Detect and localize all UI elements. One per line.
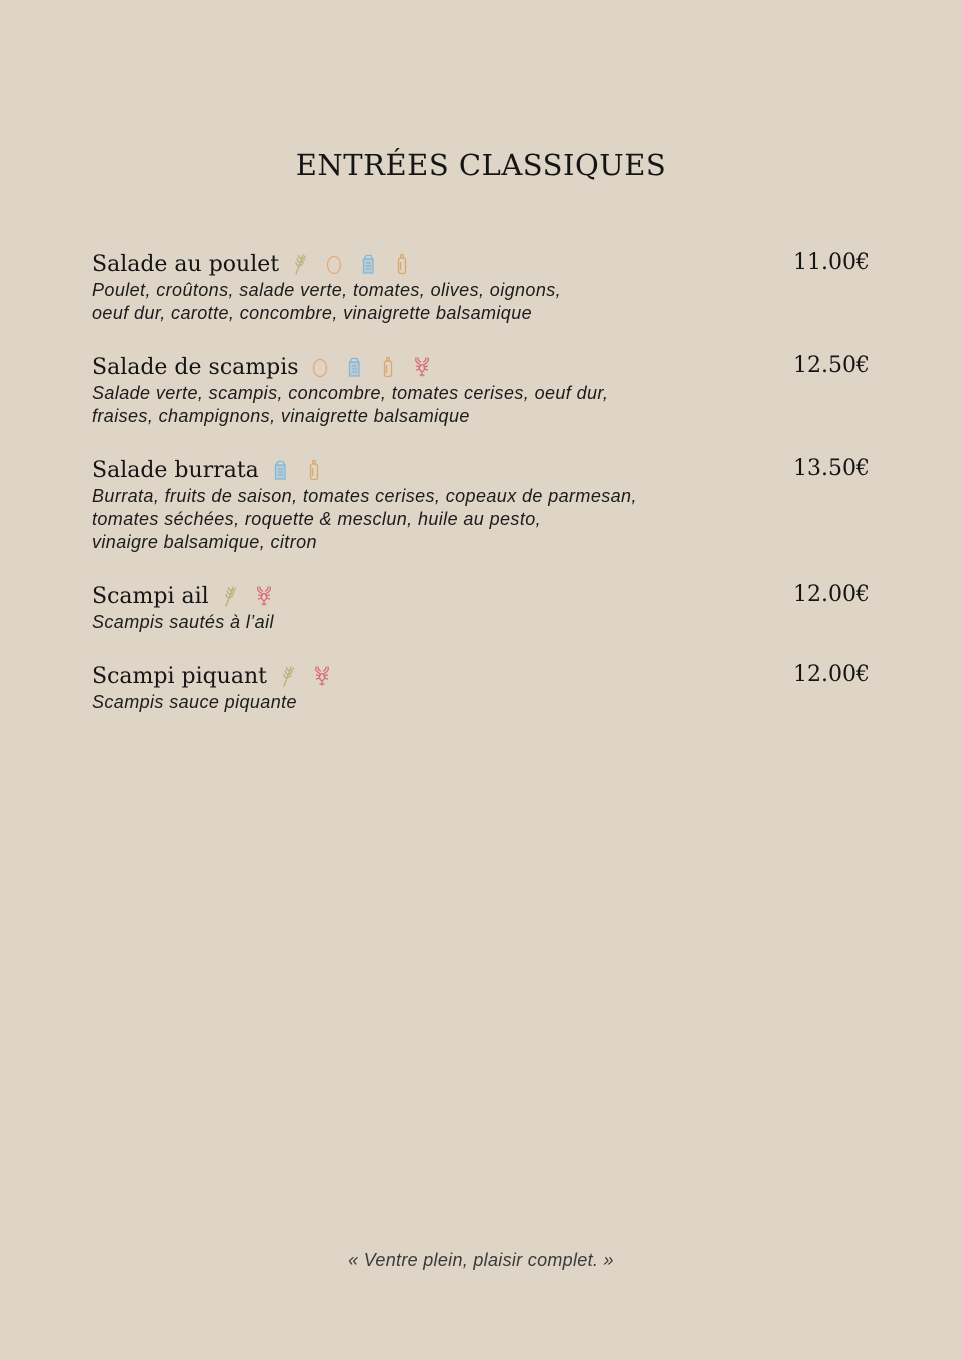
menu-item — [92, 250, 872, 325]
gluten-icon — [221, 585, 239, 607]
gluten-icon — [291, 253, 309, 275]
page-title: ENTRÉES CLASSIQUES — [295, 148, 667, 182]
item-name: Scampi piquant — [92, 663, 267, 689]
item-name: Scampi ail — [92, 583, 209, 609]
menu-item — [92, 662, 872, 714]
allergen-list — [291, 253, 411, 275]
footer-quote: « Ventre plein, plaisir complet. » — [348, 1250, 614, 1270]
item-price: 12.50€ — [793, 353, 870, 378]
item-description — [92, 279, 872, 325]
description-line: Scampis sauce piquante — [92, 692, 297, 712]
allergen-list — [279, 665, 331, 687]
milk-icon — [359, 253, 377, 275]
allergen-list — [221, 585, 273, 607]
description-line: Poulet, croûtons, salade verte, tomates, olives, oignons, — [92, 280, 562, 300]
description-line: fraises, champignons, vinaigrette balsamique — [92, 406, 470, 426]
item-price: 13.50€ — [793, 456, 870, 481]
item-price: 12.00€ — [793, 662, 870, 687]
item-description — [92, 611, 872, 634]
egg-icon — [311, 356, 329, 378]
mustard-icon — [393, 253, 411, 275]
allergen-list — [311, 356, 431, 378]
item-name: Salade burrata — [92, 457, 259, 483]
menu-item — [92, 456, 872, 554]
egg-icon — [325, 253, 343, 275]
crustacean-icon — [313, 665, 331, 687]
description-line: oeuf dur, carotte, concombre, vinaigrette balsamique — [92, 303, 533, 323]
menu-item — [92, 582, 872, 634]
milk-icon — [345, 356, 363, 378]
mustard-icon — [379, 356, 397, 378]
description-line: Burrata, fruits de saison, tomates cerises, copeaux de parmesan, — [92, 486, 637, 506]
item-price: 12.00€ — [793, 582, 870, 607]
description-line: tomates séchées, roquette & mesclun, huile au pesto, — [92, 509, 542, 529]
menu-item — [92, 353, 872, 428]
allergen-list — [271, 459, 323, 481]
item-description — [92, 485, 872, 554]
item-name: Salade de scampis — [92, 354, 299, 380]
milk-icon — [271, 459, 289, 481]
item-description — [92, 382, 872, 428]
item-name: Salade au poulet — [92, 251, 280, 277]
menu-list — [92, 250, 872, 742]
gluten-icon — [279, 665, 297, 687]
crustacean-icon — [413, 356, 431, 378]
item-description — [92, 691, 872, 714]
item-price: 11.00€ — [793, 250, 870, 275]
description-line: Salade verte, scampis, concombre, tomates cerises, oeuf dur, — [92, 383, 609, 403]
mustard-icon — [305, 459, 323, 481]
description-line: vinaigre balsamique, citron — [92, 532, 317, 552]
description-line: Scampis sautés à l’ail — [92, 612, 274, 632]
crustacean-icon — [255, 585, 273, 607]
